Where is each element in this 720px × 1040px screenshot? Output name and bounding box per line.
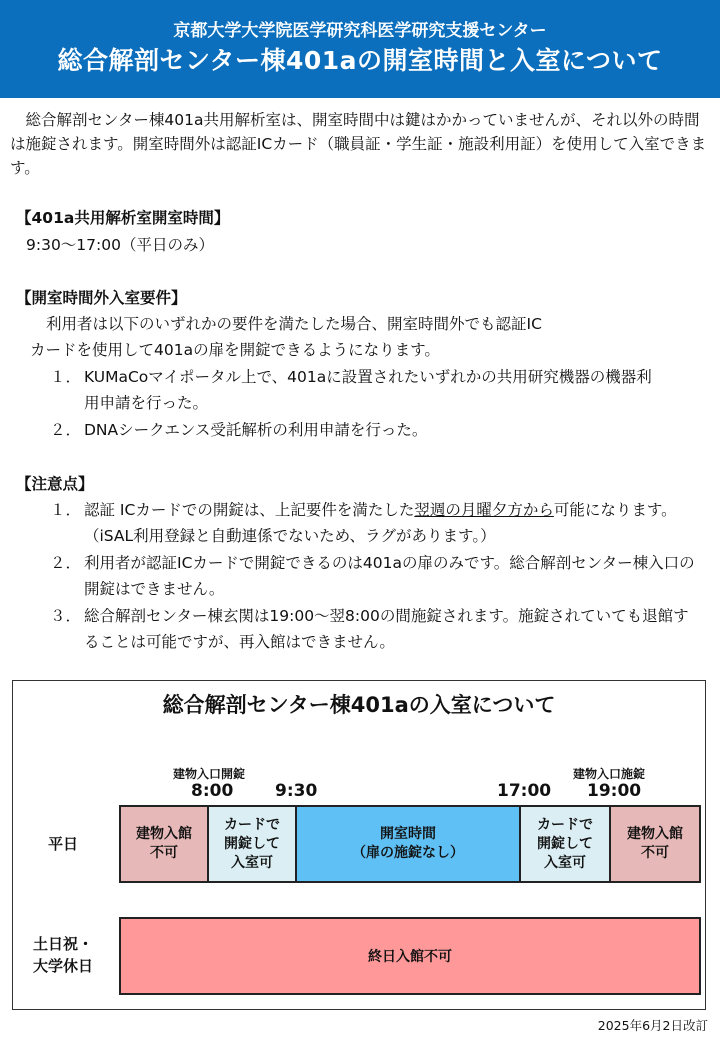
tick-1700: 17:00 bbox=[497, 781, 552, 801]
note-item-3-text: 総合解剖センター棟玄関は19:00〜翌8:00の間施錠されます。施錠されていても退館することは可能ですが、再入館はできません。 bbox=[84, 607, 689, 651]
access-schedule-diagram bbox=[12, 680, 706, 1010]
note-item-1 bbox=[50, 497, 710, 549]
note-item-1-underlined: 翌週の月曜夕方から bbox=[414, 501, 554, 519]
tick-0800: 8:00 bbox=[191, 781, 234, 801]
segment-label: 開室時間 （扉の施錠なし） bbox=[352, 826, 464, 861]
segment-card-entry-evening bbox=[519, 805, 611, 883]
row-label-holiday-line1: 土日祝・ bbox=[32, 935, 93, 953]
note-item-1-text bbox=[84, 497, 702, 549]
intro-paragraph: 総合解剖センター棟401a共用解析室は、開室時間中は鍵はかかっていませんが、それ以外の時間は施錠されます。開室時間外は認証ICカード（職員証・学生証・施設利用証）を使用して入室できます。 bbox=[10, 111, 707, 177]
row-label-holiday-line2: 大学休日 bbox=[32, 957, 93, 975]
requirement-item-1-number: １． bbox=[50, 368, 82, 386]
tick-0930: 9:30 bbox=[275, 781, 318, 801]
allday-label: 終日入館不可 bbox=[368, 949, 452, 965]
requirements-lead-line2: カードを使用して401aの扉を開錠できるようになります。 bbox=[30, 341, 440, 359]
segment-label: 建物入館 不可 bbox=[136, 826, 192, 861]
segment-card-entry-morning bbox=[207, 805, 297, 883]
page-title: 総合解剖センター棟401aの開室時間と入室について bbox=[57, 46, 663, 75]
note-item-1-post: 可能になります。（iSAL利用登録と自動連係でないため、ラグがあります。） bbox=[84, 501, 677, 545]
note-item-1-number: １． bbox=[50, 501, 82, 519]
requirements-heading: 【開室時間外入室要件】 bbox=[16, 289, 187, 307]
row-label-weekday: 平日 bbox=[47, 835, 78, 853]
requirements-lead-line1: 利用者は以下のいずれかの要件を満たした場合、開室時間外でも認証IC bbox=[46, 315, 542, 333]
row-label-holiday bbox=[23, 933, 103, 977]
hours-heading: 【401a共用解析室開室時間】 bbox=[16, 209, 230, 227]
segment-building-closed-night bbox=[609, 805, 701, 883]
header-subtitle: 京都大学大学院医学研究科医学研究支援センター bbox=[173, 21, 547, 41]
segment-open-hours bbox=[295, 805, 521, 883]
revision-date: 2025年6月2日改訂 bbox=[597, 1018, 708, 1033]
segment-label: カードで 開錠して 入室可 bbox=[537, 816, 593, 871]
segment-building-closed-morning bbox=[119, 805, 209, 883]
note-item-2-number: ２． bbox=[50, 554, 82, 572]
requirement-item-1 bbox=[50, 364, 710, 416]
diagram-title: 総合解剖センター棟401aの入室について bbox=[162, 693, 556, 717]
label-entrance-open: 建物入口開錠 bbox=[173, 767, 246, 781]
notes-heading: 【注意点】 bbox=[16, 475, 94, 493]
segment-closed-all-day bbox=[119, 917, 701, 995]
hours-text: 9:30〜17:00（平日のみ） bbox=[26, 236, 214, 254]
tick-1900: 19:00 bbox=[587, 781, 642, 801]
header-banner bbox=[0, 0, 720, 98]
note-item-2-text: 利用者が認証ICカードで開錠できるのは401aの扉のみです。総合解剖センター棟入口の開錠はできません。 bbox=[84, 554, 695, 598]
label-entrance-lock: 建物入口施錠 bbox=[573, 767, 646, 781]
requirement-item-2 bbox=[50, 417, 710, 443]
requirement-item-2-text: DNAシークエンス受託解析の利用申請を行った。 bbox=[84, 421, 428, 439]
requirement-item-1-text: KUMaCoマイポータル上で、401aに設置されたいずれかの共用研究機器の機器利用申請を行った。 bbox=[84, 368, 652, 412]
note-item-3-number: ３． bbox=[50, 607, 82, 625]
note-item-2 bbox=[50, 550, 710, 602]
requirement-item-2-number: ２． bbox=[50, 421, 82, 439]
note-item-3 bbox=[50, 603, 710, 655]
segment-label: 建物入館 不可 bbox=[627, 826, 683, 861]
segment-label: カードで 開錠して 入室可 bbox=[224, 816, 280, 871]
note-item-1-pre: 認証 ICカードでの開錠は、上記要件を満たした bbox=[84, 501, 415, 519]
